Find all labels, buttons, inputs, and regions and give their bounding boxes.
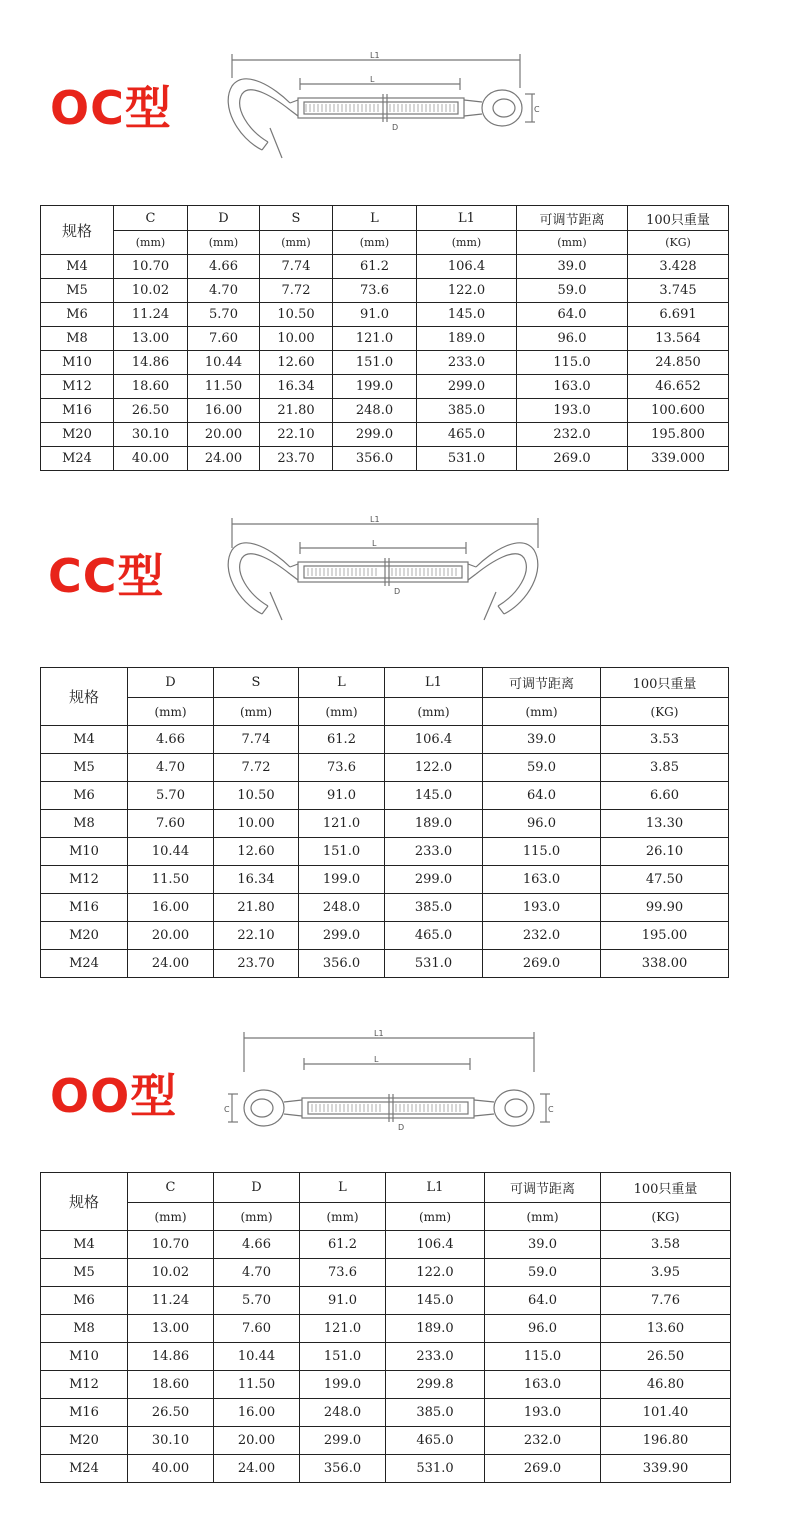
col-unit: (KG) [601, 1203, 731, 1231]
table-cell: 10.50 [260, 303, 333, 327]
row-spec-cell: M16 [41, 1399, 128, 1427]
row-spec-cell: M20 [41, 1427, 128, 1455]
table-cell: 11.24 [128, 1287, 214, 1315]
section-title-oo: OO型 [50, 1069, 178, 1123]
table-row [41, 375, 729, 399]
table-cell: 10.70 [114, 255, 188, 279]
table-cell: 47.50 [601, 866, 729, 894]
table-cell: 14.86 [128, 1343, 214, 1371]
table-cell: 64.0 [517, 303, 628, 327]
col-unit: (mm) [485, 1203, 601, 1231]
table-cell: 5.70 [214, 1287, 300, 1315]
table-cell: 11.50 [128, 866, 214, 894]
row-spec-cell: M5 [41, 1259, 128, 1287]
table-cell: 6.60 [601, 782, 729, 810]
table-cell: 115.0 [485, 1343, 601, 1371]
col-unit: (mm) [214, 1203, 300, 1231]
table-cell: 5.70 [128, 782, 214, 810]
col-header: C [114, 206, 188, 231]
table-cell: 233.0 [385, 838, 483, 866]
oc-dim-d: D [392, 123, 399, 132]
table-cell: 13.30 [601, 810, 729, 838]
table-cell: 356.0 [333, 447, 417, 471]
table-cell: 16.00 [128, 894, 214, 922]
table-cell: 248.0 [299, 894, 385, 922]
cc-dim-l1: L1 [370, 515, 380, 524]
col-header: L1 [385, 668, 483, 698]
table-row [41, 1231, 731, 1259]
table-cell: 11.50 [188, 375, 260, 399]
table-cell: 4.66 [188, 255, 260, 279]
table-cell: 232.0 [483, 922, 601, 950]
row-spec-cell: M4 [41, 255, 114, 279]
table-cell: 96.0 [517, 327, 628, 351]
table-row [41, 351, 729, 375]
table-cell: 106.4 [386, 1231, 485, 1259]
row-spec-cell: M10 [41, 838, 128, 866]
table-cell: 24.00 [214, 1455, 300, 1483]
table-cell: 145.0 [385, 782, 483, 810]
table-cell: 10.50 [214, 782, 299, 810]
table-cell: 13.564 [628, 327, 729, 351]
table-cell: 14.86 [114, 351, 188, 375]
row-spec-cell: M6 [41, 303, 114, 327]
row-spec-cell: M16 [41, 399, 114, 423]
table-cell: 4.70 [188, 279, 260, 303]
table-cell: 193.0 [517, 399, 628, 423]
col-unit: (mm) [300, 1203, 386, 1231]
table-row [41, 327, 729, 351]
table-row [41, 810, 729, 838]
table-cell: 21.80 [214, 894, 299, 922]
table-cell: 356.0 [300, 1455, 386, 1483]
table-cell: 338.00 [601, 950, 729, 978]
table-cell: 61.2 [299, 726, 385, 754]
table-cell: 11.50 [214, 1371, 300, 1399]
col-header: 100只重量 [601, 668, 729, 698]
table-cell: 7.74 [260, 255, 333, 279]
table-cell: 385.0 [385, 894, 483, 922]
table-row [41, 255, 729, 279]
table-cell: 299.0 [417, 375, 517, 399]
table-cell: 385.0 [386, 1399, 485, 1427]
table-cell: 189.0 [417, 327, 517, 351]
table-cell: 16.34 [260, 375, 333, 399]
section-title-oc: OC型 [50, 81, 172, 135]
table-cell: 21.80 [260, 399, 333, 423]
table-cell: 96.0 [483, 810, 601, 838]
table-row [41, 754, 729, 782]
col-unit: (mm) [188, 231, 260, 255]
table-cell: 18.60 [128, 1371, 214, 1399]
table-cell: 64.0 [485, 1287, 601, 1315]
col-header: L [333, 206, 417, 231]
table-cell: 13.60 [601, 1315, 731, 1343]
table-cell: 145.0 [417, 303, 517, 327]
row-spec-cell: M20 [41, 922, 128, 950]
table-cell: 13.00 [128, 1315, 214, 1343]
row-spec-cell: M5 [41, 754, 128, 782]
table-cell: 269.0 [485, 1455, 601, 1483]
row-spec-cell: M12 [41, 375, 114, 399]
table-cell: 121.0 [300, 1315, 386, 1343]
table-row [41, 423, 729, 447]
table-cell: 269.0 [483, 950, 601, 978]
table-cell: 91.0 [333, 303, 417, 327]
table-row [41, 866, 729, 894]
table-cell: 59.0 [483, 754, 601, 782]
table-cell: 299.0 [385, 866, 483, 894]
oo-dim-c-right: C [548, 1105, 554, 1114]
col-header: D [128, 668, 214, 698]
table-cell: 26.50 [114, 399, 188, 423]
table-cell: 3.745 [628, 279, 729, 303]
cc-dim-l: L [372, 539, 377, 548]
table-cell: 73.6 [333, 279, 417, 303]
table-cell: 385.0 [417, 399, 517, 423]
col-unit: (mm) [417, 231, 517, 255]
table-cell: 99.90 [601, 894, 729, 922]
cc-spec-table [40, 667, 729, 978]
table-cell: 199.0 [333, 375, 417, 399]
table-cell: 10.00 [260, 327, 333, 351]
col-unit: (mm) [260, 231, 333, 255]
table-cell: 163.0 [517, 375, 628, 399]
table-cell: 248.0 [333, 399, 417, 423]
table-cell: 122.0 [386, 1259, 485, 1287]
table-cell: 7.74 [214, 726, 299, 754]
table-cell: 4.70 [214, 1259, 300, 1287]
table-cell: 196.80 [601, 1427, 731, 1455]
table-cell: 299.0 [300, 1427, 386, 1455]
table-cell: 115.0 [517, 351, 628, 375]
table-cell: 13.00 [114, 327, 188, 351]
col-unit: (mm) [214, 698, 299, 726]
table-cell: 20.00 [128, 922, 214, 950]
col-header: L [299, 668, 385, 698]
cc-dim-d: D [394, 587, 401, 596]
table-cell: 195.800 [628, 423, 729, 447]
table-cell: 20.00 [188, 423, 260, 447]
table-cell: 465.0 [386, 1427, 485, 1455]
col-header: C [128, 1173, 214, 1203]
row-spec-cell: M4 [41, 726, 128, 754]
table-cell: 26.50 [128, 1399, 214, 1427]
col-unit: (KG) [601, 698, 729, 726]
row-spec-cell: M8 [41, 810, 128, 838]
table-cell: 163.0 [483, 866, 601, 894]
oo-dim-c-left: C [224, 1105, 230, 1114]
col-unit: (KG) [628, 231, 729, 255]
cc-turnbuckle-diagram [220, 512, 550, 627]
table-cell: 100.600 [628, 399, 729, 423]
col-header: D [188, 206, 260, 231]
table-cell: 4.70 [128, 754, 214, 782]
col-header: 100只重量 [628, 206, 729, 231]
oc-dim-c: C [534, 105, 540, 114]
table-cell: 106.4 [385, 726, 483, 754]
table-cell: 40.00 [114, 447, 188, 471]
table-cell: 101.40 [601, 1399, 731, 1427]
table-cell: 193.0 [483, 894, 601, 922]
row-spec-cell: M8 [41, 1315, 128, 1343]
table-cell: 7.60 [214, 1315, 300, 1343]
row-spec-cell: M6 [41, 782, 128, 810]
table-cell: 531.0 [386, 1455, 485, 1483]
row-spec-cell: M6 [41, 1287, 128, 1315]
table-cell: 7.76 [601, 1287, 731, 1315]
table-row [41, 447, 729, 471]
table-cell: 465.0 [385, 922, 483, 950]
col-unit: (mm) [114, 231, 188, 255]
table-cell: 59.0 [485, 1259, 601, 1287]
table-cell: 151.0 [300, 1343, 386, 1371]
table-cell: 22.10 [214, 922, 299, 950]
table-cell: 269.0 [517, 447, 628, 471]
table-cell: 12.60 [214, 838, 299, 866]
spec-header: 规格 [41, 668, 128, 726]
row-spec-cell: M10 [41, 351, 114, 375]
row-spec-cell: M12 [41, 866, 128, 894]
table-cell: 151.0 [299, 838, 385, 866]
col-header: L1 [386, 1173, 485, 1203]
table-row [41, 1259, 731, 1287]
table-row [41, 950, 729, 978]
col-unit: (mm) [128, 1203, 214, 1231]
table-cell: 7.72 [214, 754, 299, 782]
table-cell: 26.10 [601, 838, 729, 866]
section-oc [0, 0, 790, 480]
col-unit: (mm) [483, 698, 601, 726]
table-cell: 39.0 [517, 255, 628, 279]
table-cell: 189.0 [385, 810, 483, 838]
oo-spec-table [40, 1172, 731, 1483]
oo-dim-d: D [398, 1123, 405, 1132]
table-cell: 24.00 [188, 447, 260, 471]
table-cell: 10.00 [214, 810, 299, 838]
col-unit: (mm) [386, 1203, 485, 1231]
col-unit: (mm) [333, 231, 417, 255]
table-cell: 115.0 [483, 838, 601, 866]
table-cell: 10.70 [128, 1231, 214, 1259]
table-cell: 20.00 [214, 1427, 300, 1455]
table-cell: 5.70 [188, 303, 260, 327]
row-spec-cell: M16 [41, 894, 128, 922]
table-cell: 16.34 [214, 866, 299, 894]
col-unit: (mm) [299, 698, 385, 726]
table-row [41, 303, 729, 327]
table-cell: 73.6 [299, 754, 385, 782]
table-cell: 61.2 [300, 1231, 386, 1259]
col-header: D [214, 1173, 300, 1203]
col-header: L [300, 1173, 386, 1203]
table-cell: 121.0 [333, 327, 417, 351]
row-spec-cell: M24 [41, 950, 128, 978]
table-cell: 91.0 [300, 1287, 386, 1315]
table-cell: 39.0 [485, 1231, 601, 1259]
oo-dim-l: L [374, 1055, 379, 1064]
row-spec-cell: M24 [41, 447, 114, 471]
section-oo [0, 1010, 790, 1510]
table-cell: 531.0 [385, 950, 483, 978]
section-title-cc: CC型 [48, 549, 165, 603]
table-cell: 3.85 [601, 754, 729, 782]
col-header: L1 [417, 206, 517, 231]
table-cell: 26.50 [601, 1343, 731, 1371]
col-header: S [214, 668, 299, 698]
col-header: 可调节距离 [485, 1173, 601, 1203]
table-cell: 10.44 [214, 1343, 300, 1371]
table-cell: 232.0 [485, 1427, 601, 1455]
table-cell: 233.0 [417, 351, 517, 375]
spec-header: 规格 [41, 206, 114, 255]
table-cell: 199.0 [300, 1371, 386, 1399]
table-cell: 4.66 [214, 1231, 300, 1259]
spec-header: 规格 [41, 1173, 128, 1231]
table-cell: 30.10 [114, 423, 188, 447]
table-row [41, 922, 729, 950]
oc-dim-l: L [370, 75, 375, 84]
table-cell: 199.0 [299, 866, 385, 894]
table-cell: 299.8 [386, 1371, 485, 1399]
table-cell: 7.60 [188, 327, 260, 351]
table-row [41, 894, 729, 922]
oc-spec-table [40, 205, 729, 471]
table-cell: 233.0 [386, 1343, 485, 1371]
table-cell: 339.90 [601, 1455, 731, 1483]
table-cell: 3.428 [628, 255, 729, 279]
oo-turnbuckle-diagram [222, 1024, 557, 1139]
table-cell: 145.0 [386, 1287, 485, 1315]
table-cell: 531.0 [417, 447, 517, 471]
table-row [41, 1343, 731, 1371]
col-unit: (mm) [517, 231, 628, 255]
row-spec-cell: M20 [41, 423, 114, 447]
table-cell: 248.0 [300, 1399, 386, 1427]
table-cell: 22.10 [260, 423, 333, 447]
col-header: 可调节距离 [483, 668, 601, 698]
table-cell: 195.00 [601, 922, 729, 950]
table-row [41, 399, 729, 423]
table-cell: 39.0 [483, 726, 601, 754]
col-unit: (mm) [385, 698, 483, 726]
col-header: 可调节距离 [517, 206, 628, 231]
table-cell: 96.0 [485, 1315, 601, 1343]
table-cell: 122.0 [385, 754, 483, 782]
table-cell: 12.60 [260, 351, 333, 375]
table-row [41, 1371, 731, 1399]
table-cell: 10.44 [188, 351, 260, 375]
table-cell: 23.70 [260, 447, 333, 471]
table-cell: 73.6 [300, 1259, 386, 1287]
row-spec-cell: M10 [41, 1343, 128, 1371]
table-row [41, 838, 729, 866]
table-row [41, 782, 729, 810]
oc-turnbuckle-diagram [220, 48, 540, 173]
table-cell: 339.000 [628, 447, 729, 471]
section-cc [0, 500, 790, 990]
row-spec-cell: M4 [41, 1231, 128, 1259]
table-row [41, 726, 729, 754]
table-cell: 193.0 [485, 1399, 601, 1427]
table-cell: 30.10 [128, 1427, 214, 1455]
row-spec-cell: M12 [41, 1371, 128, 1399]
table-cell: 16.00 [188, 399, 260, 423]
table-cell: 46.80 [601, 1371, 731, 1399]
table-cell: 4.66 [128, 726, 214, 754]
table-cell: 64.0 [483, 782, 601, 810]
table-cell: 7.72 [260, 279, 333, 303]
table-cell: 3.95 [601, 1259, 731, 1287]
table-cell: 151.0 [333, 351, 417, 375]
oc-dim-l1: L1 [370, 51, 380, 60]
table-row [41, 1455, 731, 1483]
table-cell: 299.0 [333, 423, 417, 447]
row-spec-cell: M5 [41, 279, 114, 303]
table-row [41, 1315, 731, 1343]
table-cell: 465.0 [417, 423, 517, 447]
table-cell: 11.24 [114, 303, 188, 327]
table-cell: 16.00 [214, 1399, 300, 1427]
table-row [41, 1427, 731, 1455]
table-cell: 106.4 [417, 255, 517, 279]
table-cell: 10.02 [114, 279, 188, 303]
table-cell: 46.652 [628, 375, 729, 399]
row-spec-cell: M24 [41, 1455, 128, 1483]
table-row [41, 1287, 731, 1315]
table-cell: 3.58 [601, 1231, 731, 1259]
col-unit: (mm) [128, 698, 214, 726]
table-cell: 61.2 [333, 255, 417, 279]
col-header: 100只重量 [601, 1173, 731, 1203]
table-cell: 10.02 [128, 1259, 214, 1287]
table-cell: 24.00 [128, 950, 214, 978]
col-header: S [260, 206, 333, 231]
oo-dim-l1: L1 [374, 1029, 384, 1038]
table-cell: 163.0 [485, 1371, 601, 1399]
table-cell: 121.0 [299, 810, 385, 838]
table-cell: 3.53 [601, 726, 729, 754]
table-cell: 59.0 [517, 279, 628, 303]
table-cell: 40.00 [128, 1455, 214, 1483]
table-cell: 7.60 [128, 810, 214, 838]
table-row [41, 279, 729, 303]
row-spec-cell: M8 [41, 327, 114, 351]
table-cell: 24.850 [628, 351, 729, 375]
table-cell: 10.44 [128, 838, 214, 866]
table-cell: 356.0 [299, 950, 385, 978]
table-cell: 6.691 [628, 303, 729, 327]
table-cell: 91.0 [299, 782, 385, 810]
table-cell: 18.60 [114, 375, 188, 399]
table-cell: 189.0 [386, 1315, 485, 1343]
table-cell: 23.70 [214, 950, 299, 978]
table-row [41, 1399, 731, 1427]
table-cell: 232.0 [517, 423, 628, 447]
table-cell: 122.0 [417, 279, 517, 303]
table-cell: 299.0 [299, 922, 385, 950]
